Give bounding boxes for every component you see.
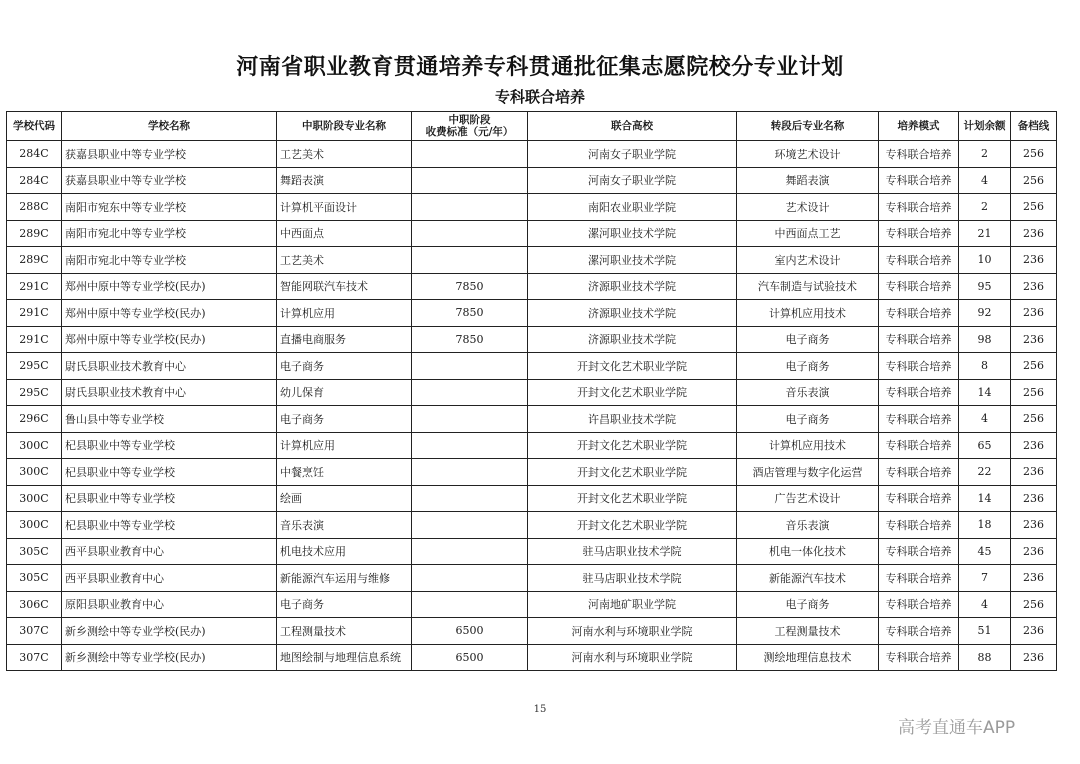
cell-school-name: 尉氏县职业技术教育中心 — [62, 379, 277, 406]
cell-school-code: 307C — [7, 644, 62, 671]
cell-new-major: 酒店管理与数字化运营 — [737, 459, 879, 486]
cell-partner-college: 济源职业技术学院 — [528, 273, 737, 300]
cell-remaining: 7 — [959, 565, 1011, 592]
cell-school-name: 杞县职业中等专业学校 — [62, 432, 277, 459]
plan-table — [6, 111, 1057, 671]
cell-major-name: 工艺美术 — [277, 141, 412, 168]
cell-major-name: 幼儿保育 — [277, 379, 412, 406]
cell-partner-college: 驻马店职业技术学院 — [528, 565, 737, 592]
cell-major-name: 计算机平面设计 — [277, 194, 412, 221]
cell-cutoff: 236 — [1011, 644, 1057, 671]
cell-fee — [412, 485, 528, 512]
header-fee-line1: 中职阶段 — [448, 114, 491, 126]
cell-school-code: 284C — [7, 167, 62, 194]
cell-school-code: 291C — [7, 326, 62, 353]
cell-training-mode: 专科联合培养 — [879, 512, 959, 539]
cell-major-name: 智能网联汽车技术 — [277, 273, 412, 300]
cell-training-mode: 专科联合培养 — [879, 194, 959, 221]
header-training-mode: 培养模式 — [879, 112, 959, 141]
cell-school-name: 鲁山县中等专业学校 — [62, 406, 277, 433]
table-row — [7, 406, 1057, 433]
cell-major-name: 工程测量技术 — [277, 618, 412, 645]
cell-cutoff: 236 — [1011, 247, 1057, 274]
cell-new-major: 环境艺术设计 — [737, 141, 879, 168]
cell-partner-college: 河南水利与环境职业学院 — [528, 644, 737, 671]
cell-training-mode: 专科联合培养 — [879, 591, 959, 618]
header-fee-line2: 收费标准（元/年） — [425, 126, 514, 138]
cell-school-name: 杞县职业中等专业学校 — [62, 485, 277, 512]
cell-major-name: 地图绘制与地理信息系统 — [277, 644, 412, 671]
cell-school-code: 295C — [7, 353, 62, 380]
cell-cutoff: 236 — [1011, 273, 1057, 300]
cell-partner-college: 漯河职业技术学院 — [528, 220, 737, 247]
cell-training-mode: 专科联合培养 — [879, 247, 959, 274]
cell-school-code: 307C — [7, 618, 62, 645]
cell-fee — [412, 167, 528, 194]
cell-school-code: 300C — [7, 512, 62, 539]
cell-fee — [412, 565, 528, 592]
cell-fee — [412, 432, 528, 459]
cell-school-code: 288C — [7, 194, 62, 221]
cell-new-major: 舞蹈表演 — [737, 167, 879, 194]
cell-remaining: 95 — [959, 273, 1011, 300]
cell-new-major: 室内艺术设计 — [737, 247, 879, 274]
cell-major-name: 电子商务 — [277, 353, 412, 380]
cell-fee — [412, 538, 528, 565]
cell-school-code: 300C — [7, 485, 62, 512]
cell-school-code: 291C — [7, 273, 62, 300]
plan-table-body — [7, 141, 1057, 671]
cell-cutoff: 256 — [1011, 194, 1057, 221]
cell-partner-college: 河南水利与环境职业学院 — [528, 618, 737, 645]
cell-school-code: 284C — [7, 141, 62, 168]
cell-fee: 7850 — [412, 300, 528, 327]
cell-new-major: 广告艺术设计 — [737, 485, 879, 512]
cell-school-name: 获嘉县职业中等专业学校 — [62, 141, 277, 168]
cell-fee — [412, 379, 528, 406]
cell-training-mode: 专科联合培养 — [879, 379, 959, 406]
cell-school-code: 291C — [7, 300, 62, 327]
cell-remaining: 4 — [959, 406, 1011, 433]
cell-training-mode: 专科联合培养 — [879, 300, 959, 327]
cell-remaining: 10 — [959, 247, 1011, 274]
cell-remaining: 4 — [959, 591, 1011, 618]
cell-remaining: 14 — [959, 485, 1011, 512]
cell-major-name: 新能源汽车运用与维修 — [277, 565, 412, 592]
cell-new-major: 汽车制造与试验技术 — [737, 273, 879, 300]
cell-cutoff: 236 — [1011, 326, 1057, 353]
cell-major-name: 计算机应用 — [277, 432, 412, 459]
header-school-code: 学校代码 — [7, 112, 62, 141]
cell-new-major: 工程测量技术 — [737, 618, 879, 645]
cell-partner-college: 河南地矿职业学院 — [528, 591, 737, 618]
cell-remaining: 8 — [959, 353, 1011, 380]
cell-fee — [412, 353, 528, 380]
table-row — [7, 459, 1057, 486]
cell-training-mode: 专科联合培养 — [879, 618, 959, 645]
cell-major-name: 电子商务 — [277, 591, 412, 618]
header-new-major: 转段后专业名称 — [737, 112, 879, 141]
cell-major-name: 计算机应用 — [277, 300, 412, 327]
cell-cutoff: 236 — [1011, 618, 1057, 645]
cell-school-name: 郑州中原中等专业学校(民办) — [62, 273, 277, 300]
table-row — [7, 220, 1057, 247]
header-partner-college: 联合高校 — [528, 112, 737, 141]
cell-training-mode: 专科联合培养 — [879, 644, 959, 671]
cell-training-mode: 专科联合培养 — [879, 432, 959, 459]
cell-major-name: 电子商务 — [277, 406, 412, 433]
cell-school-name: 郑州中原中等专业学校(民办) — [62, 326, 277, 353]
cell-major-name: 中餐烹饪 — [277, 459, 412, 486]
cell-training-mode: 专科联合培养 — [879, 167, 959, 194]
cell-fee: 6500 — [412, 644, 528, 671]
cell-remaining: 92 — [959, 300, 1011, 327]
cell-fee — [412, 459, 528, 486]
cell-remaining: 2 — [959, 141, 1011, 168]
table-row — [7, 167, 1057, 194]
cell-partner-college: 许昌职业技术学院 — [528, 406, 737, 433]
cell-school-name: 新乡测绘中等专业学校(民办) — [62, 644, 277, 671]
cell-school-name: 杞县职业中等专业学校 — [62, 512, 277, 539]
cell-new-major: 新能源汽车技术 — [737, 565, 879, 592]
cell-new-major: 计算机应用技术 — [737, 432, 879, 459]
table-row — [7, 591, 1057, 618]
cell-partner-college: 南阳农业职业学院 — [528, 194, 737, 221]
cell-school-code: 306C — [7, 591, 62, 618]
cell-partner-college: 河南女子职业学院 — [528, 167, 737, 194]
cell-fee — [412, 247, 528, 274]
cell-school-name: 原阳县职业教育中心 — [62, 591, 277, 618]
table-row — [7, 512, 1057, 539]
cell-major-name: 机电技术应用 — [277, 538, 412, 565]
cell-fee: 6500 — [412, 618, 528, 645]
cell-partner-college: 济源职业技术学院 — [528, 300, 737, 327]
cell-remaining: 65 — [959, 432, 1011, 459]
table-row — [7, 300, 1057, 327]
cell-new-major: 音乐表演 — [737, 379, 879, 406]
cell-school-name: 南阳市宛东中等专业学校 — [62, 194, 277, 221]
table-row — [7, 538, 1057, 565]
cell-fee — [412, 194, 528, 221]
cell-remaining: 4 — [959, 167, 1011, 194]
cell-cutoff: 256 — [1011, 591, 1057, 618]
cell-remaining: 21 — [959, 220, 1011, 247]
cell-cutoff: 236 — [1011, 565, 1057, 592]
cell-major-name: 直播电商服务 — [277, 326, 412, 353]
cell-cutoff: 236 — [1011, 459, 1057, 486]
cell-training-mode: 专科联合培养 — [879, 406, 959, 433]
cell-remaining: 22 — [959, 459, 1011, 486]
cell-cutoff: 236 — [1011, 538, 1057, 565]
cell-school-code: 305C — [7, 565, 62, 592]
cell-cutoff: 256 — [1011, 353, 1057, 380]
cell-new-major: 音乐表演 — [737, 512, 879, 539]
cell-remaining: 14 — [959, 379, 1011, 406]
cell-cutoff: 236 — [1011, 300, 1057, 327]
cell-training-mode: 专科联合培养 — [879, 141, 959, 168]
cell-cutoff: 256 — [1011, 141, 1057, 168]
cell-new-major: 电子商务 — [737, 353, 879, 380]
cell-new-major: 测绘地理信息技术 — [737, 644, 879, 671]
cell-school-code: 296C — [7, 406, 62, 433]
table-row — [7, 618, 1057, 645]
table-row — [7, 273, 1057, 300]
cell-new-major: 电子商务 — [737, 591, 879, 618]
cell-partner-college: 开封文化艺术职业学院 — [528, 512, 737, 539]
cell-remaining: 45 — [959, 538, 1011, 565]
cell-remaining: 18 — [959, 512, 1011, 539]
table-row — [7, 432, 1057, 459]
document-title: 河南省职业教育贯通培养专科贯通批征集志愿院校分专业计划 — [236, 55, 844, 80]
cell-remaining: 51 — [959, 618, 1011, 645]
table-header-row — [7, 112, 1057, 141]
cell-school-name: 南阳市宛北中等专业学校 — [62, 220, 277, 247]
cell-remaining: 88 — [959, 644, 1011, 671]
cell-school-name: 尉氏县职业技术教育中心 — [62, 353, 277, 380]
cell-training-mode: 专科联合培养 — [879, 353, 959, 380]
cell-fee — [412, 591, 528, 618]
table-row — [7, 194, 1057, 221]
cell-partner-college: 济源职业技术学院 — [528, 326, 737, 353]
cell-school-name: 西平县职业教育中心 — [62, 565, 277, 592]
cell-partner-college: 漯河职业技术学院 — [528, 247, 737, 274]
cell-school-code: 300C — [7, 432, 62, 459]
cell-major-name: 中西面点 — [277, 220, 412, 247]
watermark-text: 高考直通车APP — [898, 718, 1016, 738]
cell-school-name: 杞县职业中等专业学校 — [62, 459, 277, 486]
cell-school-name: 获嘉县职业中等专业学校 — [62, 167, 277, 194]
table-row — [7, 141, 1057, 168]
cell-cutoff: 256 — [1011, 167, 1057, 194]
cell-fee: 7850 — [412, 326, 528, 353]
cell-fee — [412, 141, 528, 168]
cell-school-name: 新乡测绘中等专业学校(民办) — [62, 618, 277, 645]
table-row — [7, 644, 1057, 671]
header-major-name: 中职阶段专业名称 — [277, 112, 412, 141]
cell-major-name: 绘画 — [277, 485, 412, 512]
cell-school-code: 289C — [7, 247, 62, 274]
cell-partner-college: 开封文化艺术职业学院 — [528, 353, 737, 380]
cell-partner-college: 开封文化艺术职业学院 — [528, 379, 737, 406]
cell-cutoff: 236 — [1011, 512, 1057, 539]
cell-school-name: 南阳市宛北中等专业学校 — [62, 247, 277, 274]
table-row — [7, 353, 1057, 380]
cell-school-code: 295C — [7, 379, 62, 406]
cell-remaining: 2 — [959, 194, 1011, 221]
cell-fee — [412, 406, 528, 433]
cell-partner-college: 开封文化艺术职业学院 — [528, 485, 737, 512]
cell-school-name: 郑州中原中等专业学校(民办) — [62, 300, 277, 327]
cell-new-major: 电子商务 — [737, 326, 879, 353]
header-fee — [412, 112, 528, 141]
cell-training-mode: 专科联合培养 — [879, 220, 959, 247]
cell-cutoff: 236 — [1011, 485, 1057, 512]
cell-cutoff: 236 — [1011, 220, 1057, 247]
table-row — [7, 485, 1057, 512]
cell-school-code: 300C — [7, 459, 62, 486]
cell-new-major: 中西面点工艺 — [737, 220, 879, 247]
table-row — [7, 565, 1057, 592]
cell-partner-college: 开封文化艺术职业学院 — [528, 459, 737, 486]
cell-training-mode: 专科联合培养 — [879, 538, 959, 565]
cell-fee — [412, 220, 528, 247]
cell-fee: 7850 — [412, 273, 528, 300]
table-row — [7, 326, 1057, 353]
table-row — [7, 247, 1057, 274]
page-number: 15 — [533, 704, 547, 715]
cell-training-mode: 专科联合培养 — [879, 485, 959, 512]
header-school-name: 学校名称 — [62, 112, 277, 141]
cell-school-name: 西平县职业教育中心 — [62, 538, 277, 565]
cell-remaining: 98 — [959, 326, 1011, 353]
header-cutoff: 备档线 — [1011, 112, 1057, 141]
cell-new-major: 计算机应用技术 — [737, 300, 879, 327]
cell-new-major: 电子商务 — [737, 406, 879, 433]
cell-major-name: 舞蹈表演 — [277, 167, 412, 194]
cell-major-name: 工艺美术 — [277, 247, 412, 274]
cell-partner-college: 河南女子职业学院 — [528, 141, 737, 168]
cell-cutoff: 256 — [1011, 406, 1057, 433]
cell-school-code: 289C — [7, 220, 62, 247]
cell-new-major: 艺术设计 — [737, 194, 879, 221]
cell-training-mode: 专科联合培养 — [879, 273, 959, 300]
cell-school-code: 305C — [7, 538, 62, 565]
cell-cutoff: 256 — [1011, 379, 1057, 406]
cell-training-mode: 专科联合培养 — [879, 326, 959, 353]
cell-cutoff: 236 — [1011, 432, 1057, 459]
document-subtitle: 专科联合培养 — [494, 88, 585, 106]
cell-partner-college: 开封文化艺术职业学院 — [528, 432, 737, 459]
cell-training-mode: 专科联合培养 — [879, 459, 959, 486]
table-row — [7, 379, 1057, 406]
cell-fee — [412, 512, 528, 539]
cell-partner-college: 驻马店职业技术学院 — [528, 538, 737, 565]
cell-major-name: 音乐表演 — [277, 512, 412, 539]
header-remaining: 计划余额 — [959, 112, 1011, 141]
cell-training-mode: 专科联合培养 — [879, 565, 959, 592]
cell-new-major: 机电一体化技术 — [737, 538, 879, 565]
